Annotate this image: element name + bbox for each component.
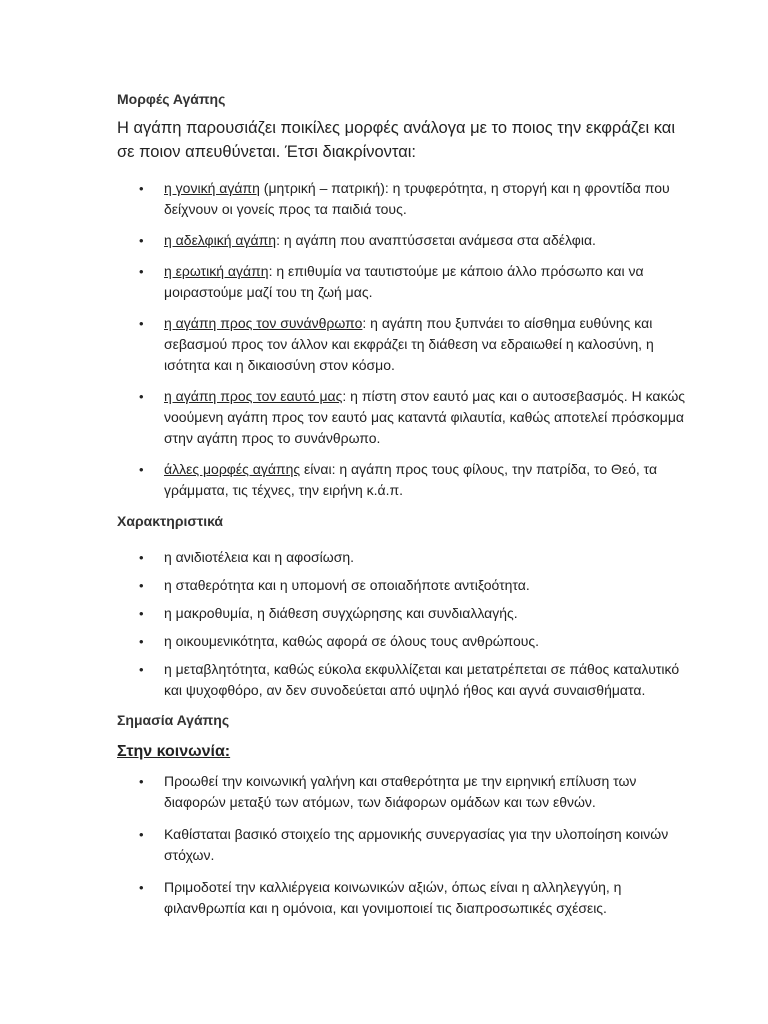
term-label: η αγάπη προς τον εαυτό μας xyxy=(164,388,343,404)
item-text: (μητρική – πατρική): η τρυφερότητα, η στοργή και η φροντίδα που δείχνουν οι γονείς προς τα παιδιά τους. xyxy=(164,180,670,217)
term-label: η αδελφική αγάπη xyxy=(164,232,277,248)
bullet-icon: • xyxy=(139,316,144,331)
list-item xyxy=(117,877,688,919)
bullet-icon: • xyxy=(139,606,144,621)
bullet-icon: • xyxy=(139,462,144,477)
bullet-icon: • xyxy=(139,880,144,895)
item-text: είναι: η αγάπη προς τους φίλους, την πατρίδα, το Θεό, τα γράμματα, τις τέχνες, την ειρήνη κ.ά.π. xyxy=(164,461,658,498)
bullet-icon: • xyxy=(139,578,144,593)
list-item xyxy=(117,771,688,813)
list-item xyxy=(117,386,688,449)
section-heading-characteristics: Χαρακτηριστικά xyxy=(117,513,224,529)
list-item xyxy=(117,603,688,624)
importance-list xyxy=(117,771,688,919)
item-text: η μακροθυμία, η διάθεση συγχώρησης και συνδιαλλαγής. xyxy=(164,605,518,621)
bullet-icon: • xyxy=(139,550,144,565)
list-item xyxy=(117,824,688,866)
bullet-icon: • xyxy=(139,181,144,196)
list-item xyxy=(117,547,688,568)
list-item xyxy=(117,313,688,376)
section-heading-forms: Μορφές Αγάπης xyxy=(117,91,226,107)
term-label: άλλες μορφές αγάπης xyxy=(164,461,301,477)
list-item xyxy=(117,230,688,251)
list-item xyxy=(117,631,688,652)
item-text: Καθίσταται βασικό στοιχείο της αρμονικής συνεργασίας για την υλοποίηση κοινών στόχων. xyxy=(164,826,669,863)
item-text: Πριμοδοτεί την καλλιέργεια κοινωνικών αξιών, όπως είναι η αλληλεγγύη, η φιλανθρωπία και η ομόνοια, και γονιμοποιεί τις διαπροσωπικές σχέσεις. xyxy=(164,879,622,916)
bullet-icon: • xyxy=(139,827,144,842)
list-item xyxy=(117,575,688,596)
term-label: η γονική αγάπη xyxy=(164,180,260,196)
characteristics-list xyxy=(117,547,688,701)
item-text: : η αγάπη που ξυπνάει το αίσθημα ευθύνης και σεβασμού προς τον άλλον και εκφράζει τη διάθεση να εδραιωθεί η καλοσύνη, η ισότητα και η δικαιοσύνη στον κόσμο. xyxy=(164,315,654,373)
item-text: : η αγάπη που αναπτύσσεται ανάμεσα στα αδέλφια. xyxy=(276,232,596,248)
list-item xyxy=(117,459,688,501)
item-text: η μεταβλητότητα, καθώς εύκολα εκφυλλίζεται και μετατρέπεται σε πάθος καταλυτικό και ψυχοφθόρο, αν δεν συνοδεύεται από υψηλό ήθος και αγνά συναισθήματα. xyxy=(164,661,680,698)
section-heading-importance: Σημασία Αγάπης xyxy=(117,712,230,728)
item-text: Προωθεί την κοινωνική γαλήνη και σταθερότητα με την ειρηνική επίλυση των διαφορών μεταξύ των ατόμων, των διάφορων ομάδων και των εθνών. xyxy=(164,773,637,810)
term-label: η ερωτική αγάπη xyxy=(164,263,269,279)
bullet-icon: • xyxy=(139,389,144,404)
bullet-icon: • xyxy=(139,634,144,649)
list-item xyxy=(117,261,688,303)
forms-list xyxy=(117,178,688,501)
term-label: η αγάπη προς τον συνάνθρωπο xyxy=(164,315,363,331)
list-item xyxy=(117,659,688,701)
item-text: : η πίστη στον εαυτό μας και ο αυτοσεβασμός. Η κακώς νοούμενη αγάπη προς τον εαυτό μας καταντά φιλαυτία, καθώς αποτελεί πρόσκομμα στην αγάπη προς το συνάνθρωπο. xyxy=(164,388,686,446)
item-text: η οικουμενικότητα, καθώς αφορά σε όλους τους ανθρώπους. xyxy=(164,633,540,649)
intro-paragraph: Η αγάπη παρουσιάζει ποικίλες μορφές ανάλογα με το ποιος την εκφράζει και σε ποιον απευθύνεται. Έτσι διακρίνονται: xyxy=(117,119,675,161)
bullet-icon: • xyxy=(139,264,144,279)
bullet-icon: • xyxy=(139,774,144,789)
item-text: : η επιθυμία να ταυτιστούμε με κάποιο άλλο πρόσωπο και να μοιραστούμε μαζί του τη ζωή μας. xyxy=(164,263,644,300)
list-item xyxy=(117,178,688,220)
bullet-icon: • xyxy=(139,233,144,248)
item-text: η ανιδιοτέλεια και η αφοσίωση. xyxy=(164,549,355,565)
item-text: η σταθερότητα και η υπομονή σε οποιαδήποτε αντιξοότητα. xyxy=(164,577,530,593)
bullet-icon: • xyxy=(139,662,144,677)
subheading-society: Στην κοινωνία: xyxy=(117,743,231,760)
